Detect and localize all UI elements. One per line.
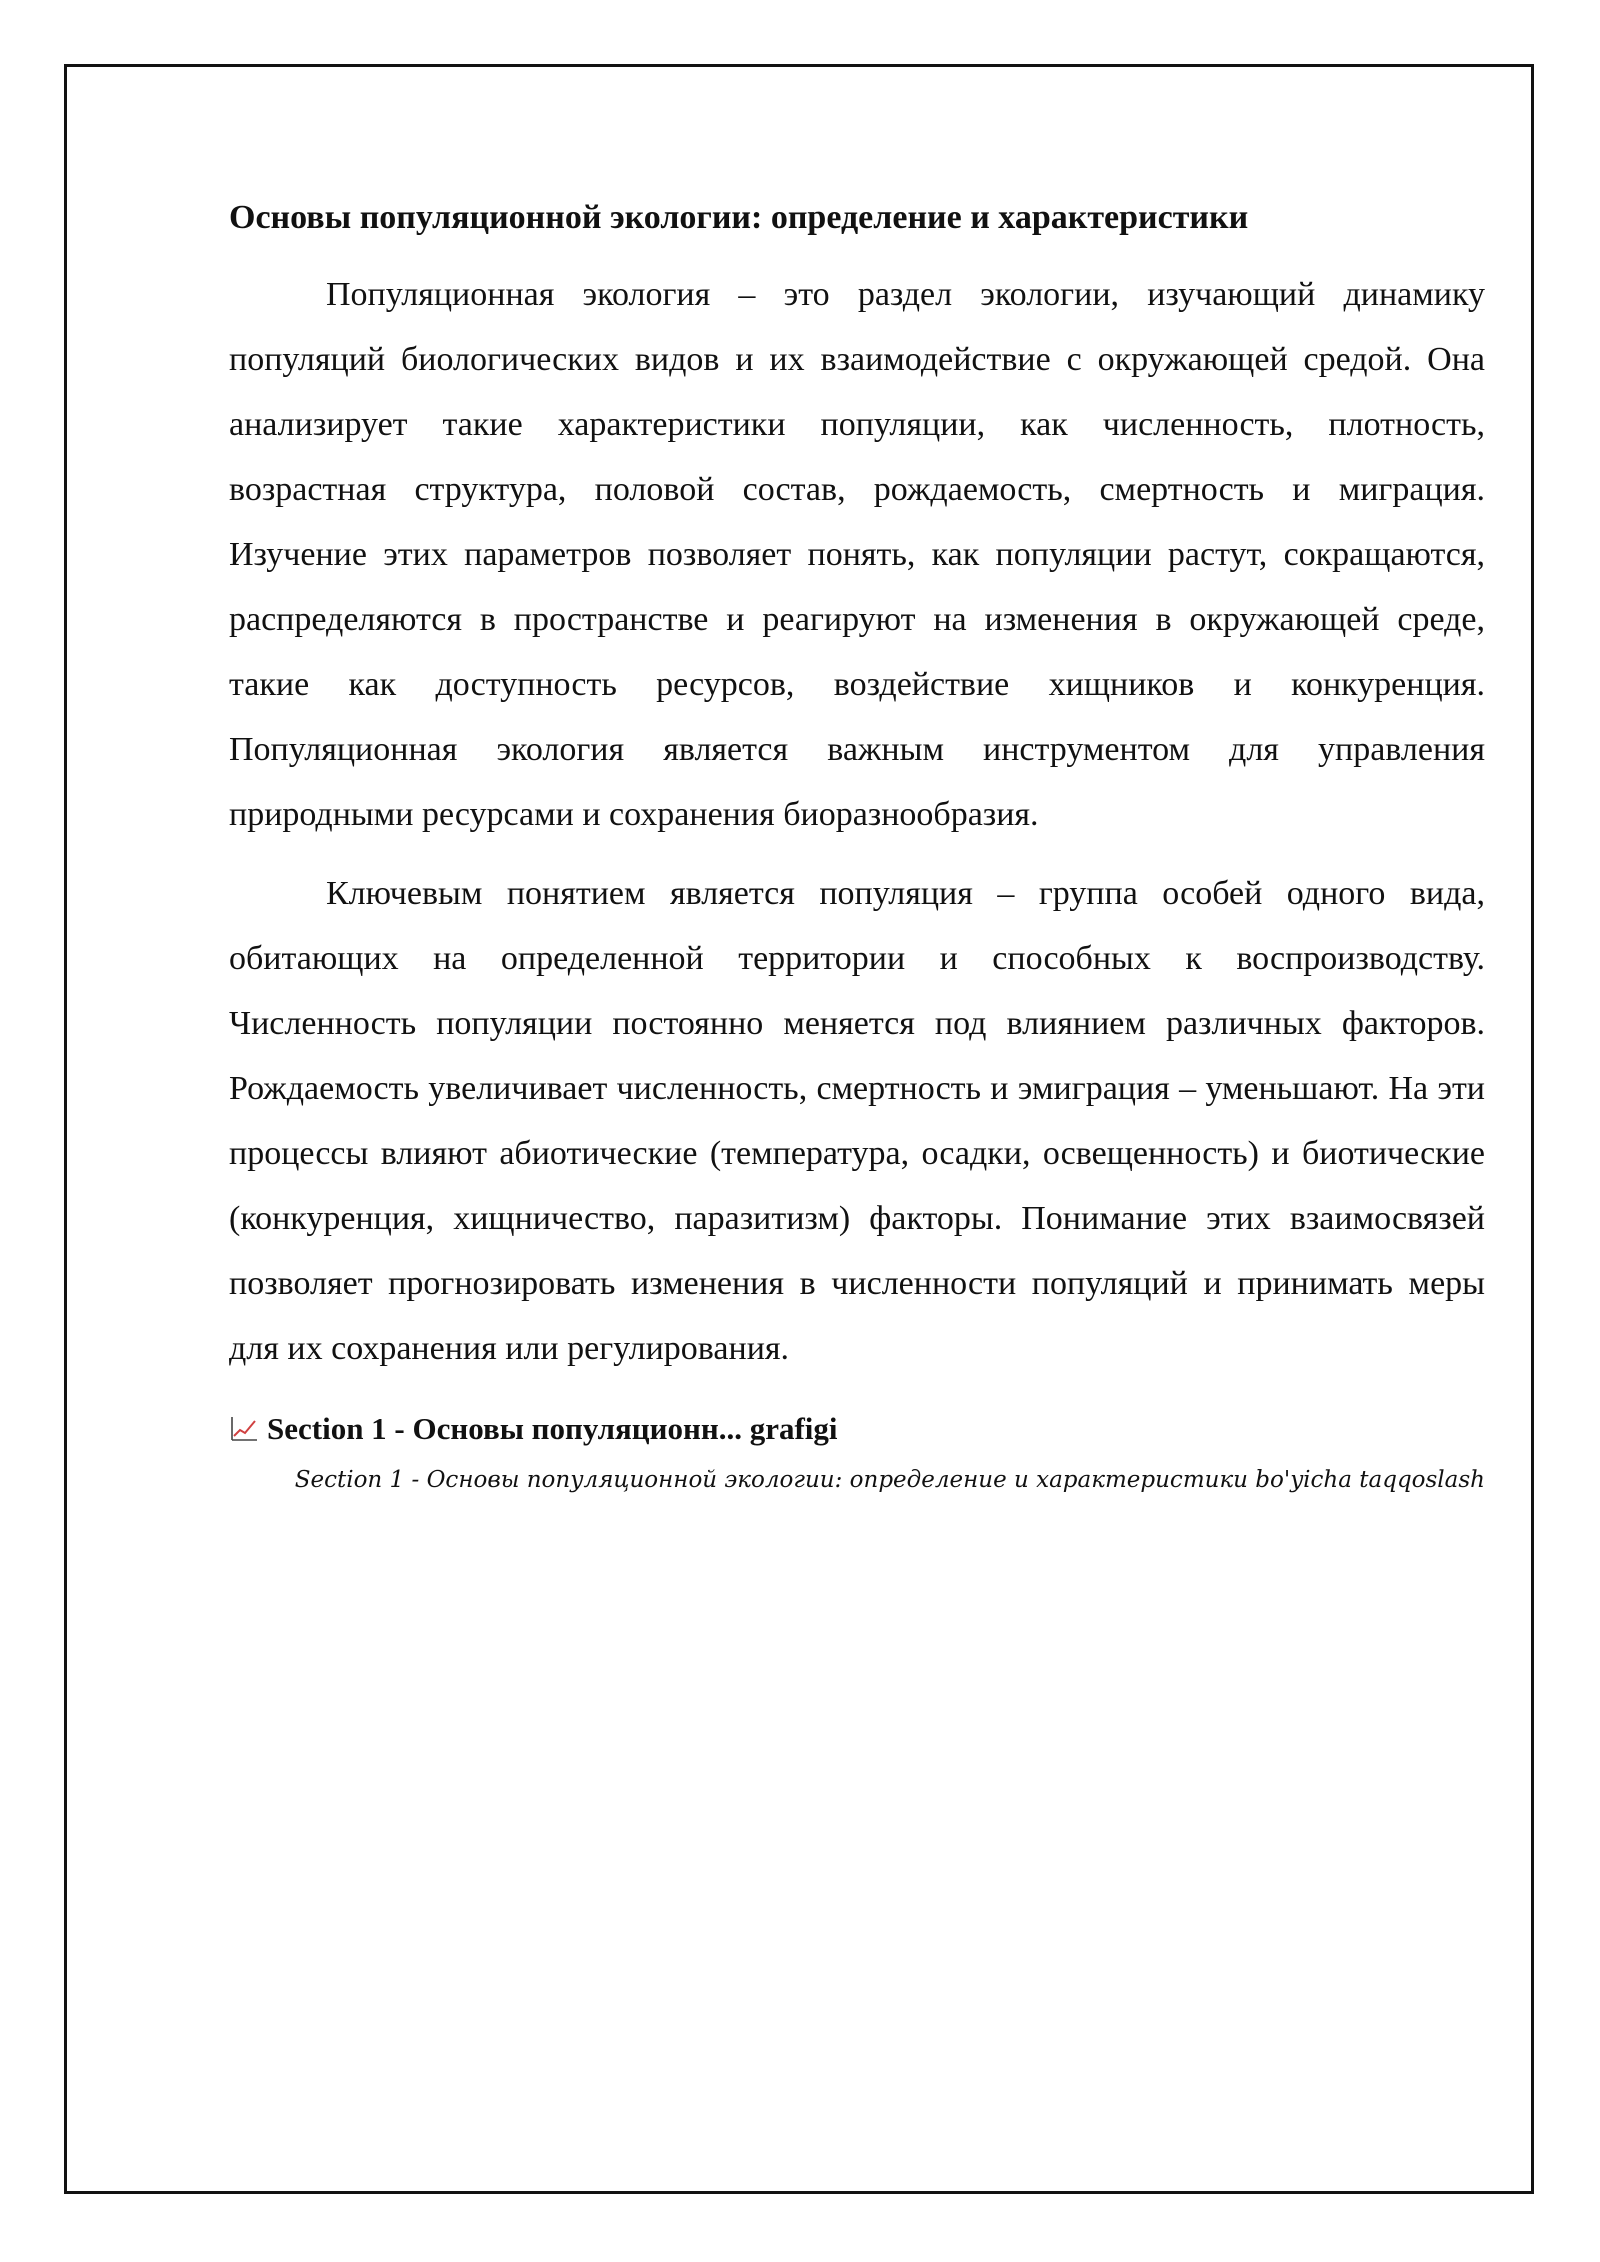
chart-heading: [229, 1409, 1485, 1449]
chart-section: [229, 1409, 1485, 1493]
page-title: Основы популяционной экологии: определение и характеристики: [229, 199, 1249, 236]
paragraph-intro: Популяционная экология – это раздел экологии, изучающий динамику популяций биологических видов и их взаимодействие с окружающей средой. Она анализирует такие характеристики популяции, как численность, плотность, возрастная структура, половой состав, рождаемость, смертность и миграция. Изучение этих параметров позволяет понять, как популяции растут, сокращаются, распределяются в пространстве и реагируют на изменения в окружающей среде, такие как доступность ресурсов, воздействие хищников и конкуренция. Популяционная экология является важным инструментом для управления природными ресурсами и сохранения биоразнообразия.: [229, 276, 1485, 834]
chart-caption: Section 1 - Основы популяционной экологии: определение и характеристики bo'yicha taqqoslash: [294, 1467, 1485, 1494]
chart-increasing-icon: [229, 1415, 259, 1443]
document-body: [229, 196, 1485, 1493]
paragraph-population: Ключевым понятием является популяция – группа особей одного вида, обитающих на определенной территории и способных к воспроизводству. Численность популяции постоянно меняется под влиянием различных факторов. Рождаемость увеличивает численность, смертность и эмиграция – уменьшают. На эти процессы влияют абиотические (температура, осадки, освещенность) и биотические (конкуренция, хищничество, паразитизм) факторы. Понимание этих взаимосвязей позволяет прогнозировать изменения в численности популяций и принимать меры для их сохранения или регулирования.: [229, 875, 1485, 1368]
chart-heading-text: Section 1 - Основы популяционн... grafigi: [267, 1411, 838, 1447]
